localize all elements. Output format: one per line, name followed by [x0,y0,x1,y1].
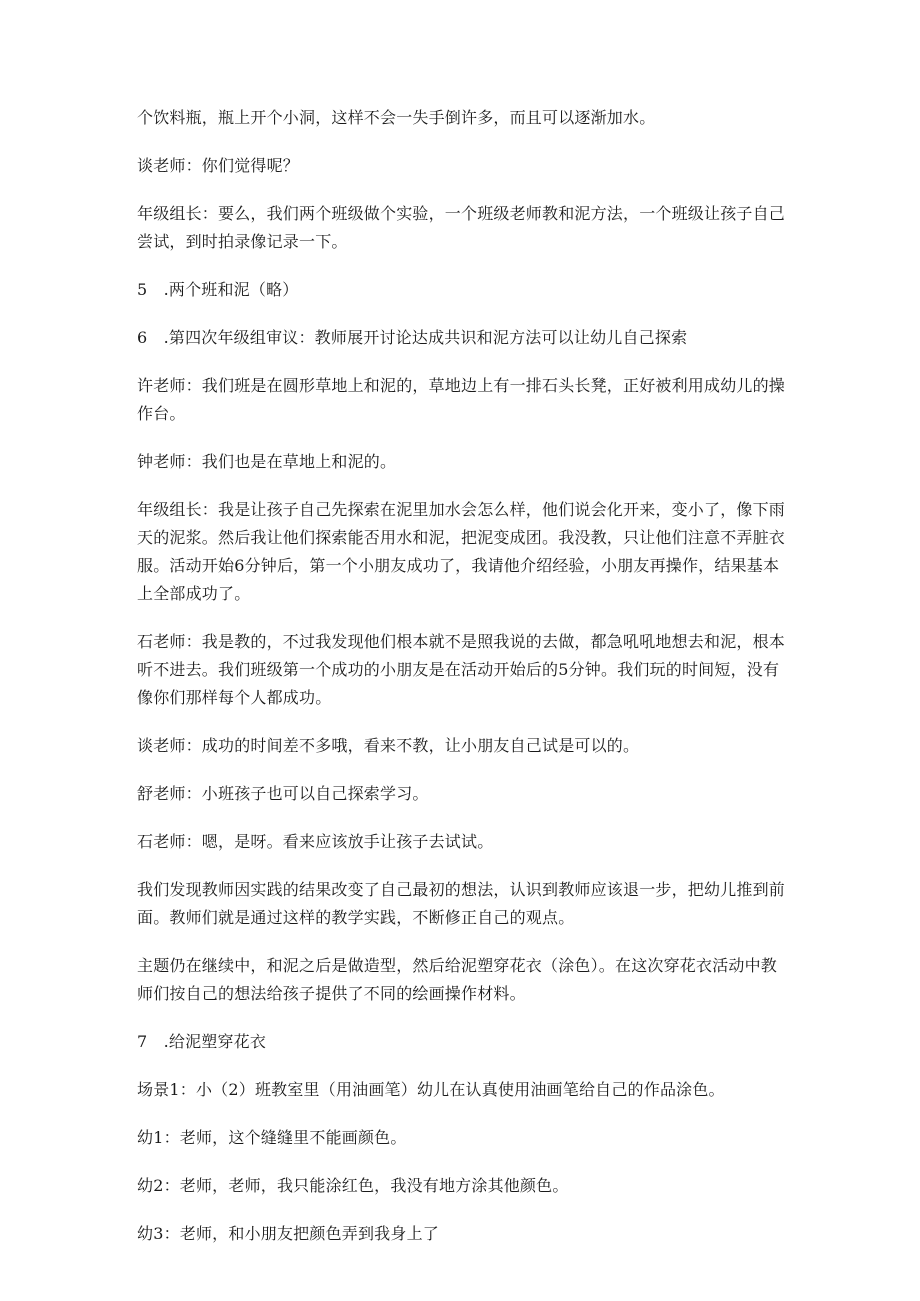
paragraph: 幼3：老师，和小朋友把颜色弄到我身上了 [137,1224,439,1243]
paragraph: 石老师：嗯，是呀。看来应该放手让孩子去试试。 [137,832,494,851]
paragraph: 幼2：老师，老师，我只能涂红色，我没有地方涂其他颜色。 [137,1176,569,1195]
section-heading: 7 .给泥塑穿花衣 [137,1032,267,1051]
paragraph: 年级组长：我是让孩子自己先探索在泥里加水会怎么样，他们说会化开来，变小了，像下雨天的泥浆。然后我让他们探索能否用水和泥，把泥变成团。我没教，只让他们注意不弄脏衣服。活动开始6分钟后，第一个小朋友成功了，我请他介绍经验，小朋友再操作，结果基本上全部成功了。 [137,500,786,603]
paragraph: 幼1：老师，这个缝缝里不能画颜色。 [137,1128,407,1147]
paragraph: 钟老师：我们也是在草地上和泥的。 [137,452,397,471]
paragraph: 舒老师：小班孩子也可以自己探索学习。 [137,784,429,803]
document-body [137,104,787,1268]
paragraph: 谈老师：你们觉得呢？ [137,156,300,175]
paragraph: 主题仍在继续中，和泥之后是做造型，然后给泥塑穿花衣（涂色）。在这次穿花衣活动中教师们按自己的想法给孩子提供了不同的绘画操作材料。 [137,956,778,1003]
paragraph: 石老师：我是教的，不过我发现他们根本就不是照我说的去做，都急吼吼地想去和泥，根本听不进去。我们班级第一个成功的小朋友是在活动开始后的5分钟。我们玩的时间短，没有像你们那样每个人都成功。 [137,632,786,707]
paragraph: 个饮料瓶，瓶上开个小洞，这样不会一失手倒许多，而且可以逐渐加水。 [137,108,656,127]
paragraph: 许老师：我们班是在圆形草地上和泥的，草地边上有一排石头长凳，正好被利用成幼儿的操作台。 [137,376,786,423]
paragraph: 场景1：小（2）班教室里（用油画笔）幼儿在认真使用油画笔给自己的作品涂色。 [137,1080,725,1099]
section-heading: 6 .第四次年级组审议：教师展开讨论达成共识和泥方法可以让幼儿自己探索 [137,328,688,347]
paragraph: 谈老师：成功的时间差不多哦，看来不教，让小朋友自己试是可以的。 [137,736,640,755]
paragraph: 我们发现教师因实践的结果改变了自己最初的想法，认识到教师应该退一步，把幼儿推到前面。教师们就是通过这样的教学实践，不断修正自己的观点。 [137,880,786,927]
section-heading: 5 .两个班和泥（略） [137,280,299,299]
paragraph: 年级组长：要么，我们两个班级做个实验，一个班级老师教和泥方法，一个班级让孩子自己尝试，到时拍录像记录一下。 [137,204,786,251]
